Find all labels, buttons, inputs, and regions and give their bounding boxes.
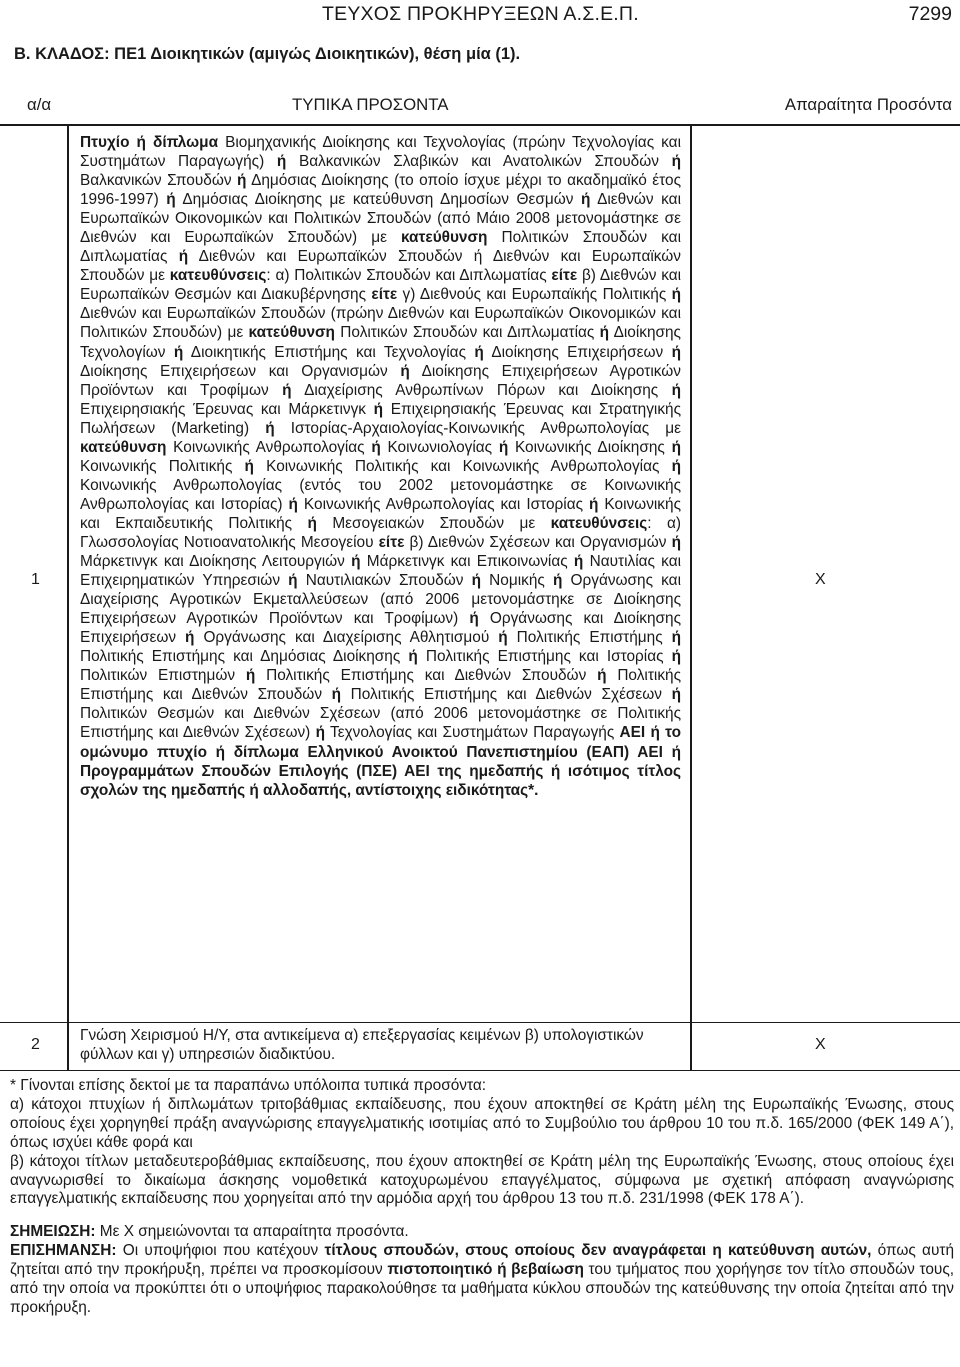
column-header-number: α/α [27,95,52,114]
table-top-rule [0,124,960,126]
qualification-text: Γνώση Χειρισμού Η/Υ, στα αντικείμενα α) επεξεργασίας κειμένων β) υπολογιστικών φύλλων και γ) υπηρεσιών διαδικτύου. [80,1027,644,1064]
publication-title: ΤΕΥΧΟΣ ΠΡΟΚΗΡΥΞΕΩΝ Α.Σ.Ε.Π. [322,3,639,25]
footnotes [10,1077,954,1318]
table-bottom-rule [0,1070,960,1071]
section-title: Β. ΚΛΑΔΟΣ: ΠΕ1 Διοικητικών (αμιγώς Διοικητικών), θέση μία (1). [14,45,521,63]
required-mark: X [815,571,826,588]
footnote-item-b: β) κάτοχοι τίτλων μεταδευτεροβάθμιας εκπαίδευσης, που έχουν αποκτηθεί σε Κράτη μέλη της Ευρωπαϊκής Ένωσης, στους οποίους έχει αναγνωρισθεί το δικαίωμα άσκησης νομοθετικά κατοχυρωμένου επαγγέλματος, σύμφωνα με σχετική απόφαση αναγνώρισης επαγγελματικής εκπαίδευσης που χορηγείται από την αρμόδια αρχή του άρθρου 13 του π.δ. 231/1998 (ΦΕΚ 178 Α΄). [10,1152,954,1208]
column-divider-left [67,124,69,1070]
row-number: 1 [31,571,40,588]
page-number: 7299 [908,3,952,25]
warning-paragraph: ΕΠΙΣΗΜΑΝΣΗ: Οι υποψήφιοι που κατέχουν τίτλους σπουδών, στους οποίους δεν αναγράφεται η κατεύθυνση αυτών, όπως αυτή ζητείται από την προκήρυξη, πρέπει να προσκομίσουν πιστοποιητικό ή βεβαίωση του τμήματος που χορήγησε τον τίτλο σπουδών τους, από την οποία να προκύπτει ότι ο υποψήφιος παρακολούθησε τα μαθήματα κύκλου σπουδών της κατεύθυνσης την οποία ζητείται από την προκήρυξη. [10,1242,955,1316]
qualification-text: Πτυχίο ή δίπλωμα Βιομηχανικής Διοίκησης και Τεχνολογίας (πρώην Τεχνολογίας και Συστημάτων Παραγωγής) ή Βαλκανικών Σλαβικών και Ανατολικών Σπουδών ή Βαλκανικών Σπουδών ή Δημόσιας Διοίκησης (το οποίο ίσχυε μέχρι το ακαδημαϊκό έτος 1996-1997) ή Δημόσιας Διοίκησης με κατεύθυνση Δημοσίων Θεσμών ή Διεθνών και Ευρωπαϊκών Οικονομικών και Πολιτικών Σπουδών (από Μάιο 2008 μετονομάστηκε σε Διεθνών και Ευρωπαϊκών Σπουδών) με κατεύθυνση Πολιτικών Σπουδών και Διπλωματίας ή Διεθνών και Ευρωπαϊκών Σπουδών ή Διεθνών και Ευρωπαϊκών Σπουδών με κατευθύνσεις: α) Πολιτικών Σπουδών και Διπλωματίας είτε β) Διεθνών και Ευρωπαϊκών Θεσμών και Διακυβέρνησης είτε γ) Διεθνούς και Ευρωπαϊκής Πολιτικής ή Διεθνών και Ευρωπαϊκών Σπουδών (πρώην Διεθνών και Ευρωπαϊκών Οικονομικών και Πολιτικών Σπουδών) με κατεύθυνση Πολιτικών Σπουδών και Διπλωματίας ή Διοίκησης Τεχνολογίων ή Διοικητικής Επιστήμης και Τεχνολογίας ή Διοίκησης Επιχειρήσεων ή Διοίκησης Επιχειρήσεων και Οργανισμών ή Διοίκησης Επιχειρήσεων Αγροτικών Προϊόντων και Τροφίμων ή Διαχείρισης Ανθρωπίνων Πόρων και Διοίκησης ή Επιχειρησιακής Έρευνας και Μάρκετινγκ ή Επιχειρησιακής Έρευνας και Στρατηγικής Πωλήσεων (Marketing) ή Ιστορίας-Αρχαιολογίας-Κοινωνικής Ανθρωπολογίας με κατεύθυνση Κοινωνικής Ανθρωπολογίας ή Κοινωνιολογίας ή Κοινωνικής Διοίκησης ή Κοινωνικής Πολιτικής ή Κοινωνικής Πολιτικής και Κοινωνικής Ανθρωπολογίας ή Κοινωνικής Ανθρωπολογίας (εντός του 2002 μετονομάστηκε σε Κοινωνικής Ανθρωπολογίας και Ιστορίας) ή Κοινωνικής Ανθρωπολογίας και Ιστορίας ή Κοινωνικής και Εκπαιδευτικής Πολιτικής ή Μεσογειακών Σπουδών με κατευθύνσεις: α) Γλωσσολογίας Νοτιοανατολικής Μεσογείου είτε β) Διεθνών Σχέσεων και Οργανισμών ή Μάρκετινγκ και Διοίκησης Λειτουργιών ή Μάρκετινγκ και Επικοινωνίας ή Ναυτιλίας και Επιχειρηματικών Υπηρεσιών ή Ναυτιλιακών Σπουδών ή Νομικής ή Οργάνωσης και Διαχείρισης Αγροτικών Εκμεταλλεύσεων (από 2006 μετονομάστηκε σε Διοίκησης Επιχειρήσεων Αγροτικών Προϊόντων και Τροφίμων) ή Οργάνωσης και Διοίκησης Επιχειρήσεων ή Οργάνωσης και Διαχείρισης Αθλητισμού ή Πολιτικής Επιστήμης ή Πολιτικής Επιστήμης και Δημόσιας Διοίκησης ή Πολιτικής Επιστήμης και Ιστορίας ή Πολιτικών Επιστημών ή Πολιτικής Επιστήμης και Διεθνών Σπουδών ή Πολιτικής Επιστήμης και Διεθνών Σπουδών ή Πολιτικής Επιστήμης και Διεθνών Σχέσεων ή Πολιτικών Θεσμών και Διεθνών Σχέσεων (από 2006 μετονομάστηκε σε Πολιτικής Επιστήμης και Διεθνών Σχέσεων) ή Τεχνολογίας και Συστημάτων Παραγωγής ΑΕΙ ή το ομώνυμο πτυχίο ή δίπλωμα Ελληνικού Ανοικτού Πανεπιστημίου (ΕΑΠ) ΑΕΙ ή Προγραμμάτων Σπουδών Επιλογής (ΠΣΕ) ΑΕΙ της ημεδαπής ή ισότιμος τίτλος σχολών της ημεδαπής ή αλλοδαπής, αντίστοιχης ειδικότητας*. [80,134,682,799]
row-divider [0,1022,960,1023]
column-header-qualifications: ΤΥΠΙΚΑ ΠΡΟΣΟΝΤΑ [292,95,449,114]
column-divider-right [690,124,692,1070]
row-number: 2 [31,1036,40,1053]
footnote-intro: * Γίνονται επίσης δεκτοί με τα παραπάνω υπόλοιπα τυπικά προσόντα: [10,1077,486,1094]
required-mark: X [815,1036,826,1053]
note-paragraph: ΣΗΜΕΙΩΣΗ: Με Χ σημειώνονται τα απαραίτητα προσόντα. [10,1223,409,1241]
footnote-item-a: α) κάτοχοι πτυχίων ή διπλωμάτων τριτοβάθμιας εκπαίδευσης, που έχουν αποκτηθεί σε Κράτη μέλη της Ευρωπαϊκής Ένωσης, στους οποίους έχει χορηγηθεί πράξη αναγνώρισης επαγγελματικής ισοτιμίας από το Συμβούλιο του άρθρου 10 του π.δ. 165/2000 (ΦΕΚ 149 Α΄), όπως ισχύει κάθε φορά και [10,1095,954,1151]
column-header-required: Απαραίτητα Προσόντα [784,95,952,114]
